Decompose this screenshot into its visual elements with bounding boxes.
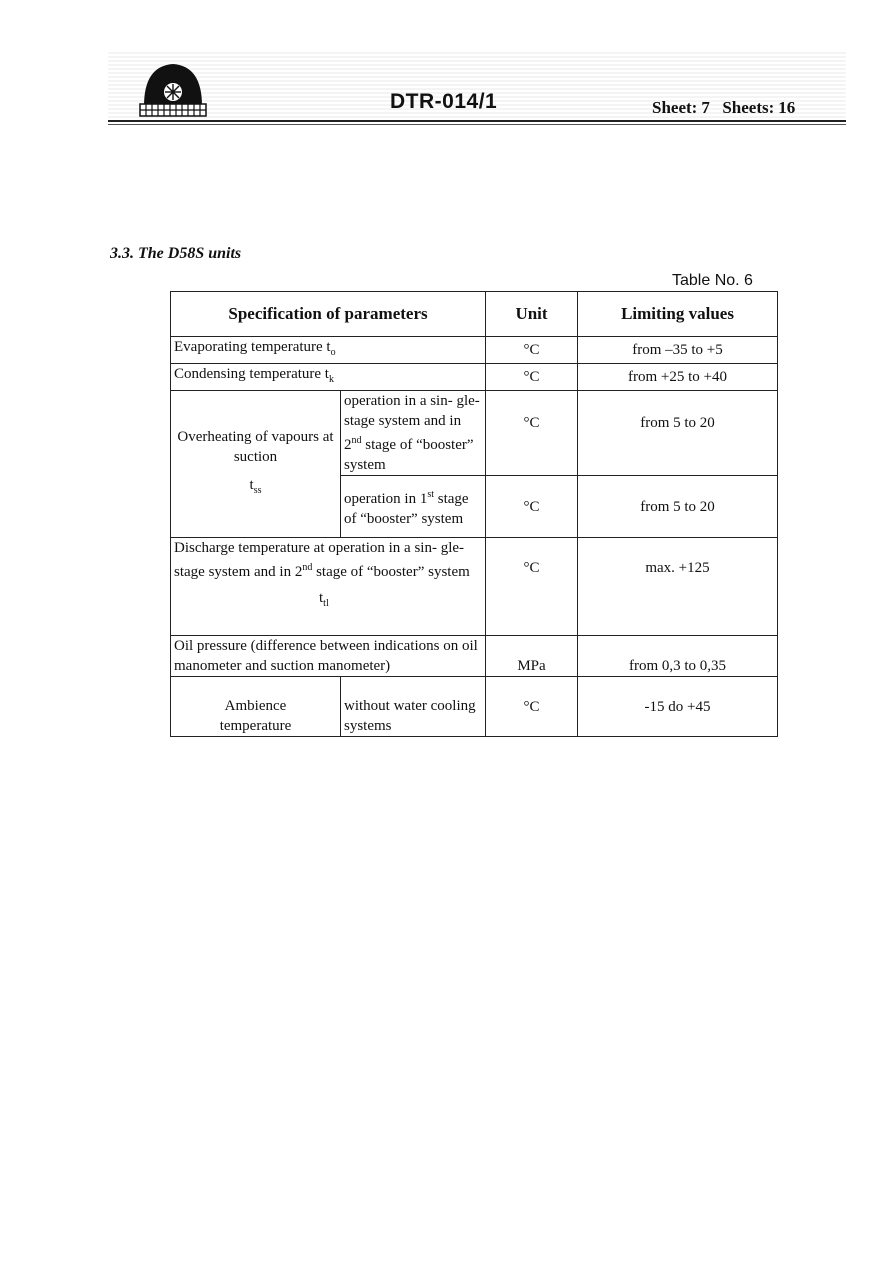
section-title: 3.3. The D58S units bbox=[110, 245, 242, 262]
table-number: Table No. 6 bbox=[672, 272, 753, 289]
overheating-booster-unit: °C bbox=[486, 476, 578, 538]
header-unit: Unit bbox=[486, 292, 578, 337]
condensing-limit: from +25 to +40 bbox=[578, 364, 778, 391]
sheet-label: Sheet: bbox=[652, 98, 698, 117]
overheating-case-booster: operation in 1st stage of “booster” system bbox=[341, 476, 486, 538]
sheet-number: 7 bbox=[701, 98, 710, 117]
ambience-limit: -15 do +45 bbox=[578, 677, 778, 737]
ambience-unit: °C bbox=[486, 677, 578, 737]
table-row bbox=[171, 538, 778, 636]
discharge-label: Discharge temperature at operation in a sin- gle-stage system and in 2nd stage of “booster” system $t_{tl}$ bbox=[171, 538, 486, 636]
parameters-table bbox=[170, 291, 778, 737]
ambience-condition: without water cooling systems bbox=[341, 677, 486, 737]
overheating-case-single: operation in a sin- gle-stage system and in 2nd stage of “booster” system bbox=[341, 391, 486, 476]
discharge-limit: max. +125 bbox=[578, 538, 778, 636]
table-row bbox=[171, 364, 778, 391]
overheating-label: Overheating of vapours at suction $t_{ss}$ bbox=[171, 391, 341, 538]
condensing-label: Condensing temperature $t_k$ bbox=[171, 364, 486, 391]
oil-pressure-limit: from 0,3 to 0,35 bbox=[578, 636, 778, 677]
ambience-label: Ambience temperature bbox=[171, 677, 341, 737]
evaporating-label: Evaporating temperature $t_o$ bbox=[171, 337, 486, 364]
condensing-unit: °C bbox=[486, 364, 578, 391]
header-rule-thin bbox=[108, 124, 846, 125]
evaporating-unit: °C bbox=[486, 337, 578, 364]
overheating-booster-limit: from 5 to 20 bbox=[578, 476, 778, 538]
oil-pressure-label: Oil pressure (difference between indications on oil manometer and suction manometer) bbox=[171, 636, 486, 677]
table-row bbox=[171, 391, 778, 476]
oil-pressure-unit: MPa bbox=[486, 636, 578, 677]
header-limits: Limiting values bbox=[578, 292, 778, 337]
evaporating-limit: from –35 to +5 bbox=[578, 337, 778, 364]
sheet-counter bbox=[652, 98, 799, 118]
table-row bbox=[171, 636, 778, 677]
table-row bbox=[171, 677, 778, 737]
header-specification: Specification of parameters bbox=[171, 292, 486, 337]
header-rule bbox=[108, 120, 846, 122]
overheating-single-unit: °C bbox=[486, 391, 578, 476]
overheating-single-limit: from 5 to 20 bbox=[578, 391, 778, 476]
sheets-total: 16 bbox=[778, 98, 796, 117]
document-code: DTR-014/1 bbox=[390, 90, 498, 113]
sheets-label: Sheets: bbox=[722, 98, 775, 117]
company-logo-icon bbox=[138, 60, 208, 118]
table-header-row bbox=[171, 292, 778, 337]
discharge-unit: °C bbox=[486, 538, 578, 636]
table-row bbox=[171, 337, 778, 364]
